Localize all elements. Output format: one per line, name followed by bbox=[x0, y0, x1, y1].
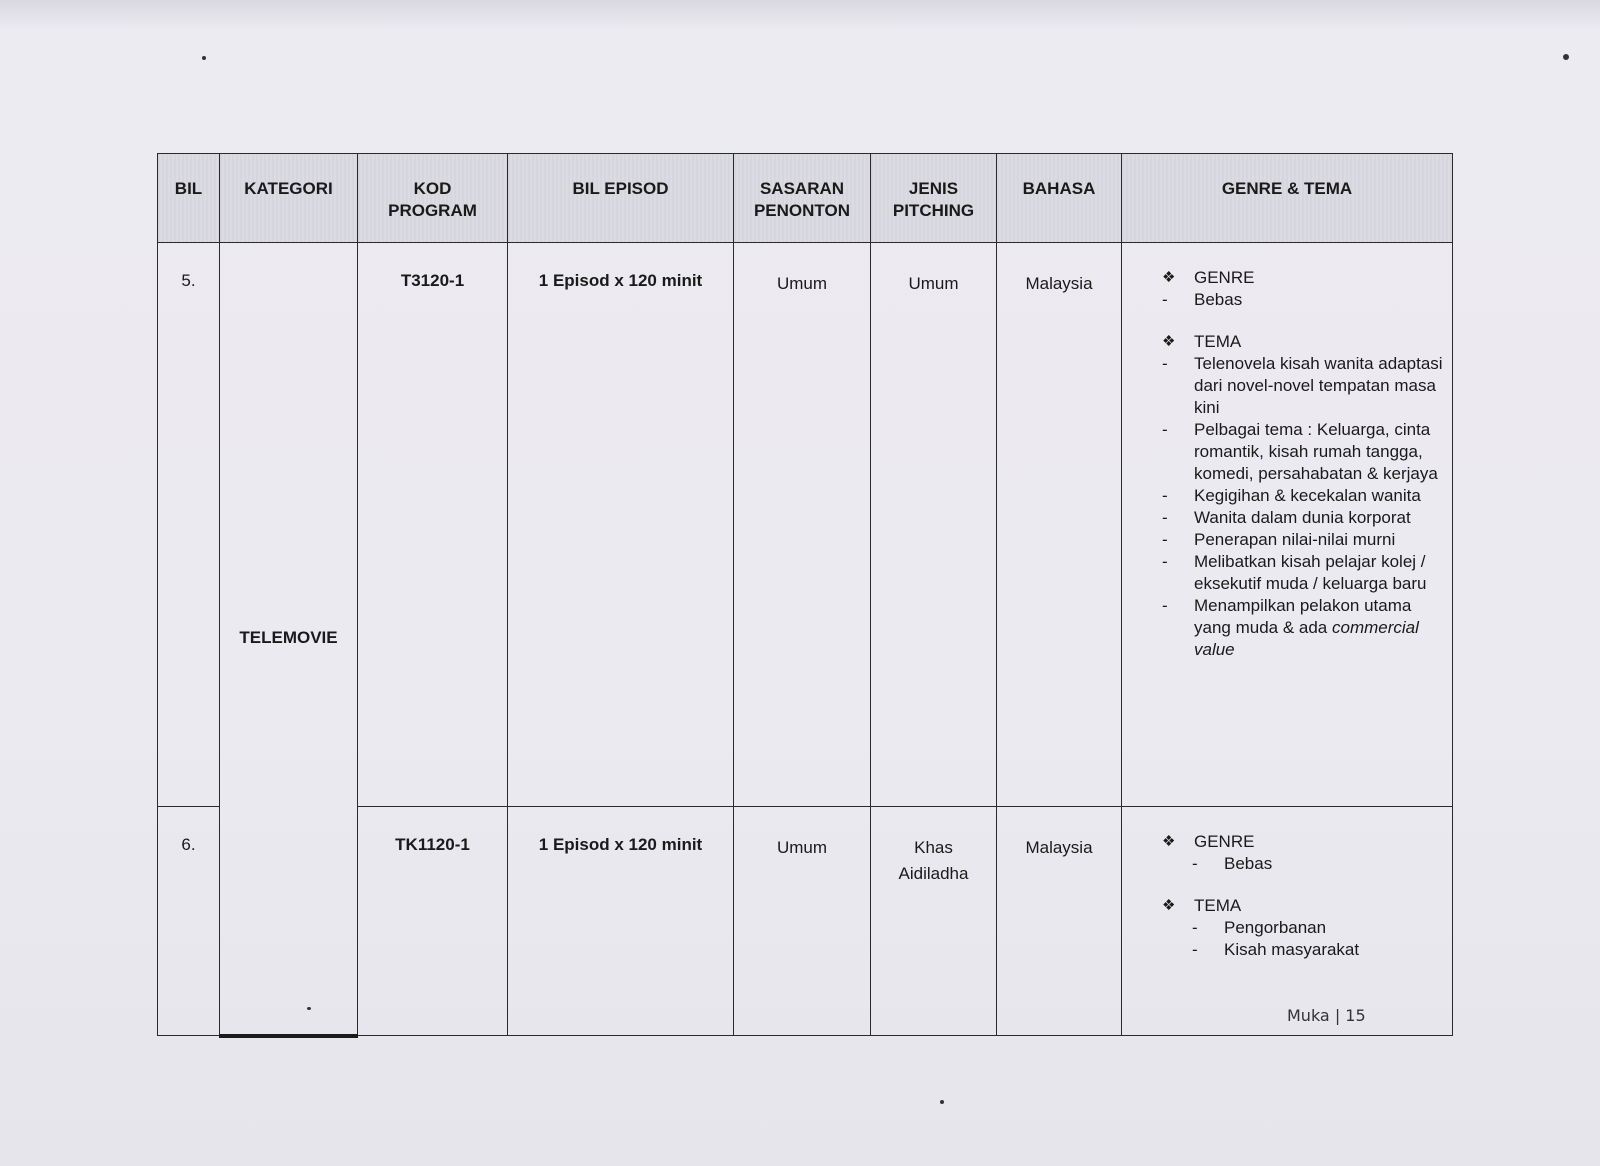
header-bahasa: BAHASA bbox=[997, 154, 1122, 243]
kod-program-cell: TK1120-1 bbox=[358, 807, 508, 1036]
genre-section bbox=[1162, 831, 1444, 853]
list-item: - Menampilkan pelakon utama yang muda & ada commercial value bbox=[1162, 596, 1419, 659]
tema-list bbox=[1162, 353, 1444, 661]
pitching-cell: Umum bbox=[871, 243, 997, 807]
tema-list bbox=[1162, 917, 1444, 961]
kod-program-cell: T3120-1 bbox=[358, 243, 508, 807]
sasaran-cell: Umum bbox=[734, 807, 871, 1036]
genre-list bbox=[1162, 853, 1444, 875]
bahasa-cell: Malaysia bbox=[997, 243, 1122, 807]
program-table bbox=[157, 153, 1453, 1038]
header-jenis-pitching: JENIS PITCHING bbox=[871, 154, 997, 243]
header-bil-episod: BIL EPISOD bbox=[508, 154, 734, 243]
list-item: - Melibatkan kisah pelajar kolej / eksekutif muda / keluarga baru bbox=[1162, 552, 1427, 593]
pitching-cell: Khas Aidiladha bbox=[871, 807, 997, 1036]
list-item: - Penerapan nilai-nilai murni bbox=[1162, 530, 1396, 549]
diamond-bullet-icon: ❖ bbox=[1162, 833, 1176, 850]
bahasa-cell: Malaysia bbox=[997, 807, 1122, 1036]
bil-episod-cell: 1 Episod x 120 minit bbox=[508, 243, 734, 807]
scan-speck bbox=[1563, 54, 1569, 60]
list-item: - Kegigihan & kecekalan wanita bbox=[1162, 486, 1421, 505]
list-item: - Pelbagai tema : Keluarga, cinta romantik, kisah rumah tangga, komedi, persahabatan & kerjaya bbox=[1162, 420, 1438, 483]
bil-cell: 6. bbox=[158, 807, 220, 1036]
list-item: - Bebas bbox=[1192, 854, 1273, 873]
scan-speck bbox=[940, 1100, 944, 1104]
list-item: - Wanita dalam dunia korporat bbox=[1162, 508, 1411, 527]
header-sasaran-penonton: SASARAN PENONTON bbox=[734, 154, 871, 243]
header-genre-tema: GENRE & TEMA bbox=[1122, 154, 1453, 243]
list-item: - Kisah masyarakat bbox=[1192, 940, 1360, 959]
italic-phrase: commercial value bbox=[1194, 618, 1419, 659]
genre-tema-cell bbox=[1122, 807, 1453, 1036]
list-item: - Telenovela kisah wanita adaptasi dari novel-novel tempatan masa kini bbox=[1162, 354, 1443, 417]
tema-section bbox=[1162, 895, 1444, 917]
kategori-cell: TELEMOVIE bbox=[220, 243, 358, 1036]
header-bil: BIL bbox=[158, 154, 220, 243]
diamond-bullet-icon: ❖ bbox=[1162, 269, 1176, 286]
sasaran-cell: Umum bbox=[734, 243, 871, 807]
scan-edge-shadow bbox=[0, 0, 1600, 30]
header-kod-program: KOD PROGRAM bbox=[358, 154, 508, 243]
genre-tema-cell bbox=[1122, 243, 1453, 807]
tema-label: TEMA bbox=[1194, 896, 1242, 915]
table-row bbox=[158, 243, 1453, 807]
genre-list bbox=[1162, 289, 1444, 311]
tema-label: TEMA bbox=[1194, 332, 1242, 351]
list-item: - Pengorbanan bbox=[1192, 918, 1327, 937]
header-kategori: KATEGORI bbox=[220, 154, 358, 243]
bil-cell: 5. bbox=[158, 243, 220, 807]
tema-section bbox=[1162, 331, 1444, 353]
bil-episod-cell: 1 Episod x 120 minit bbox=[508, 807, 734, 1036]
list-item: - Bebas bbox=[1162, 290, 1243, 309]
scan-speck bbox=[202, 56, 206, 60]
diamond-bullet-icon: ❖ bbox=[1162, 333, 1176, 350]
table-header-row bbox=[158, 154, 1453, 243]
genre-label: GENRE bbox=[1194, 268, 1255, 287]
page-number: Muka | 15 bbox=[1287, 1006, 1366, 1025]
genre-label: GENRE bbox=[1194, 832, 1255, 851]
diamond-bullet-icon: ❖ bbox=[1162, 897, 1176, 914]
genre-section bbox=[1162, 267, 1444, 289]
